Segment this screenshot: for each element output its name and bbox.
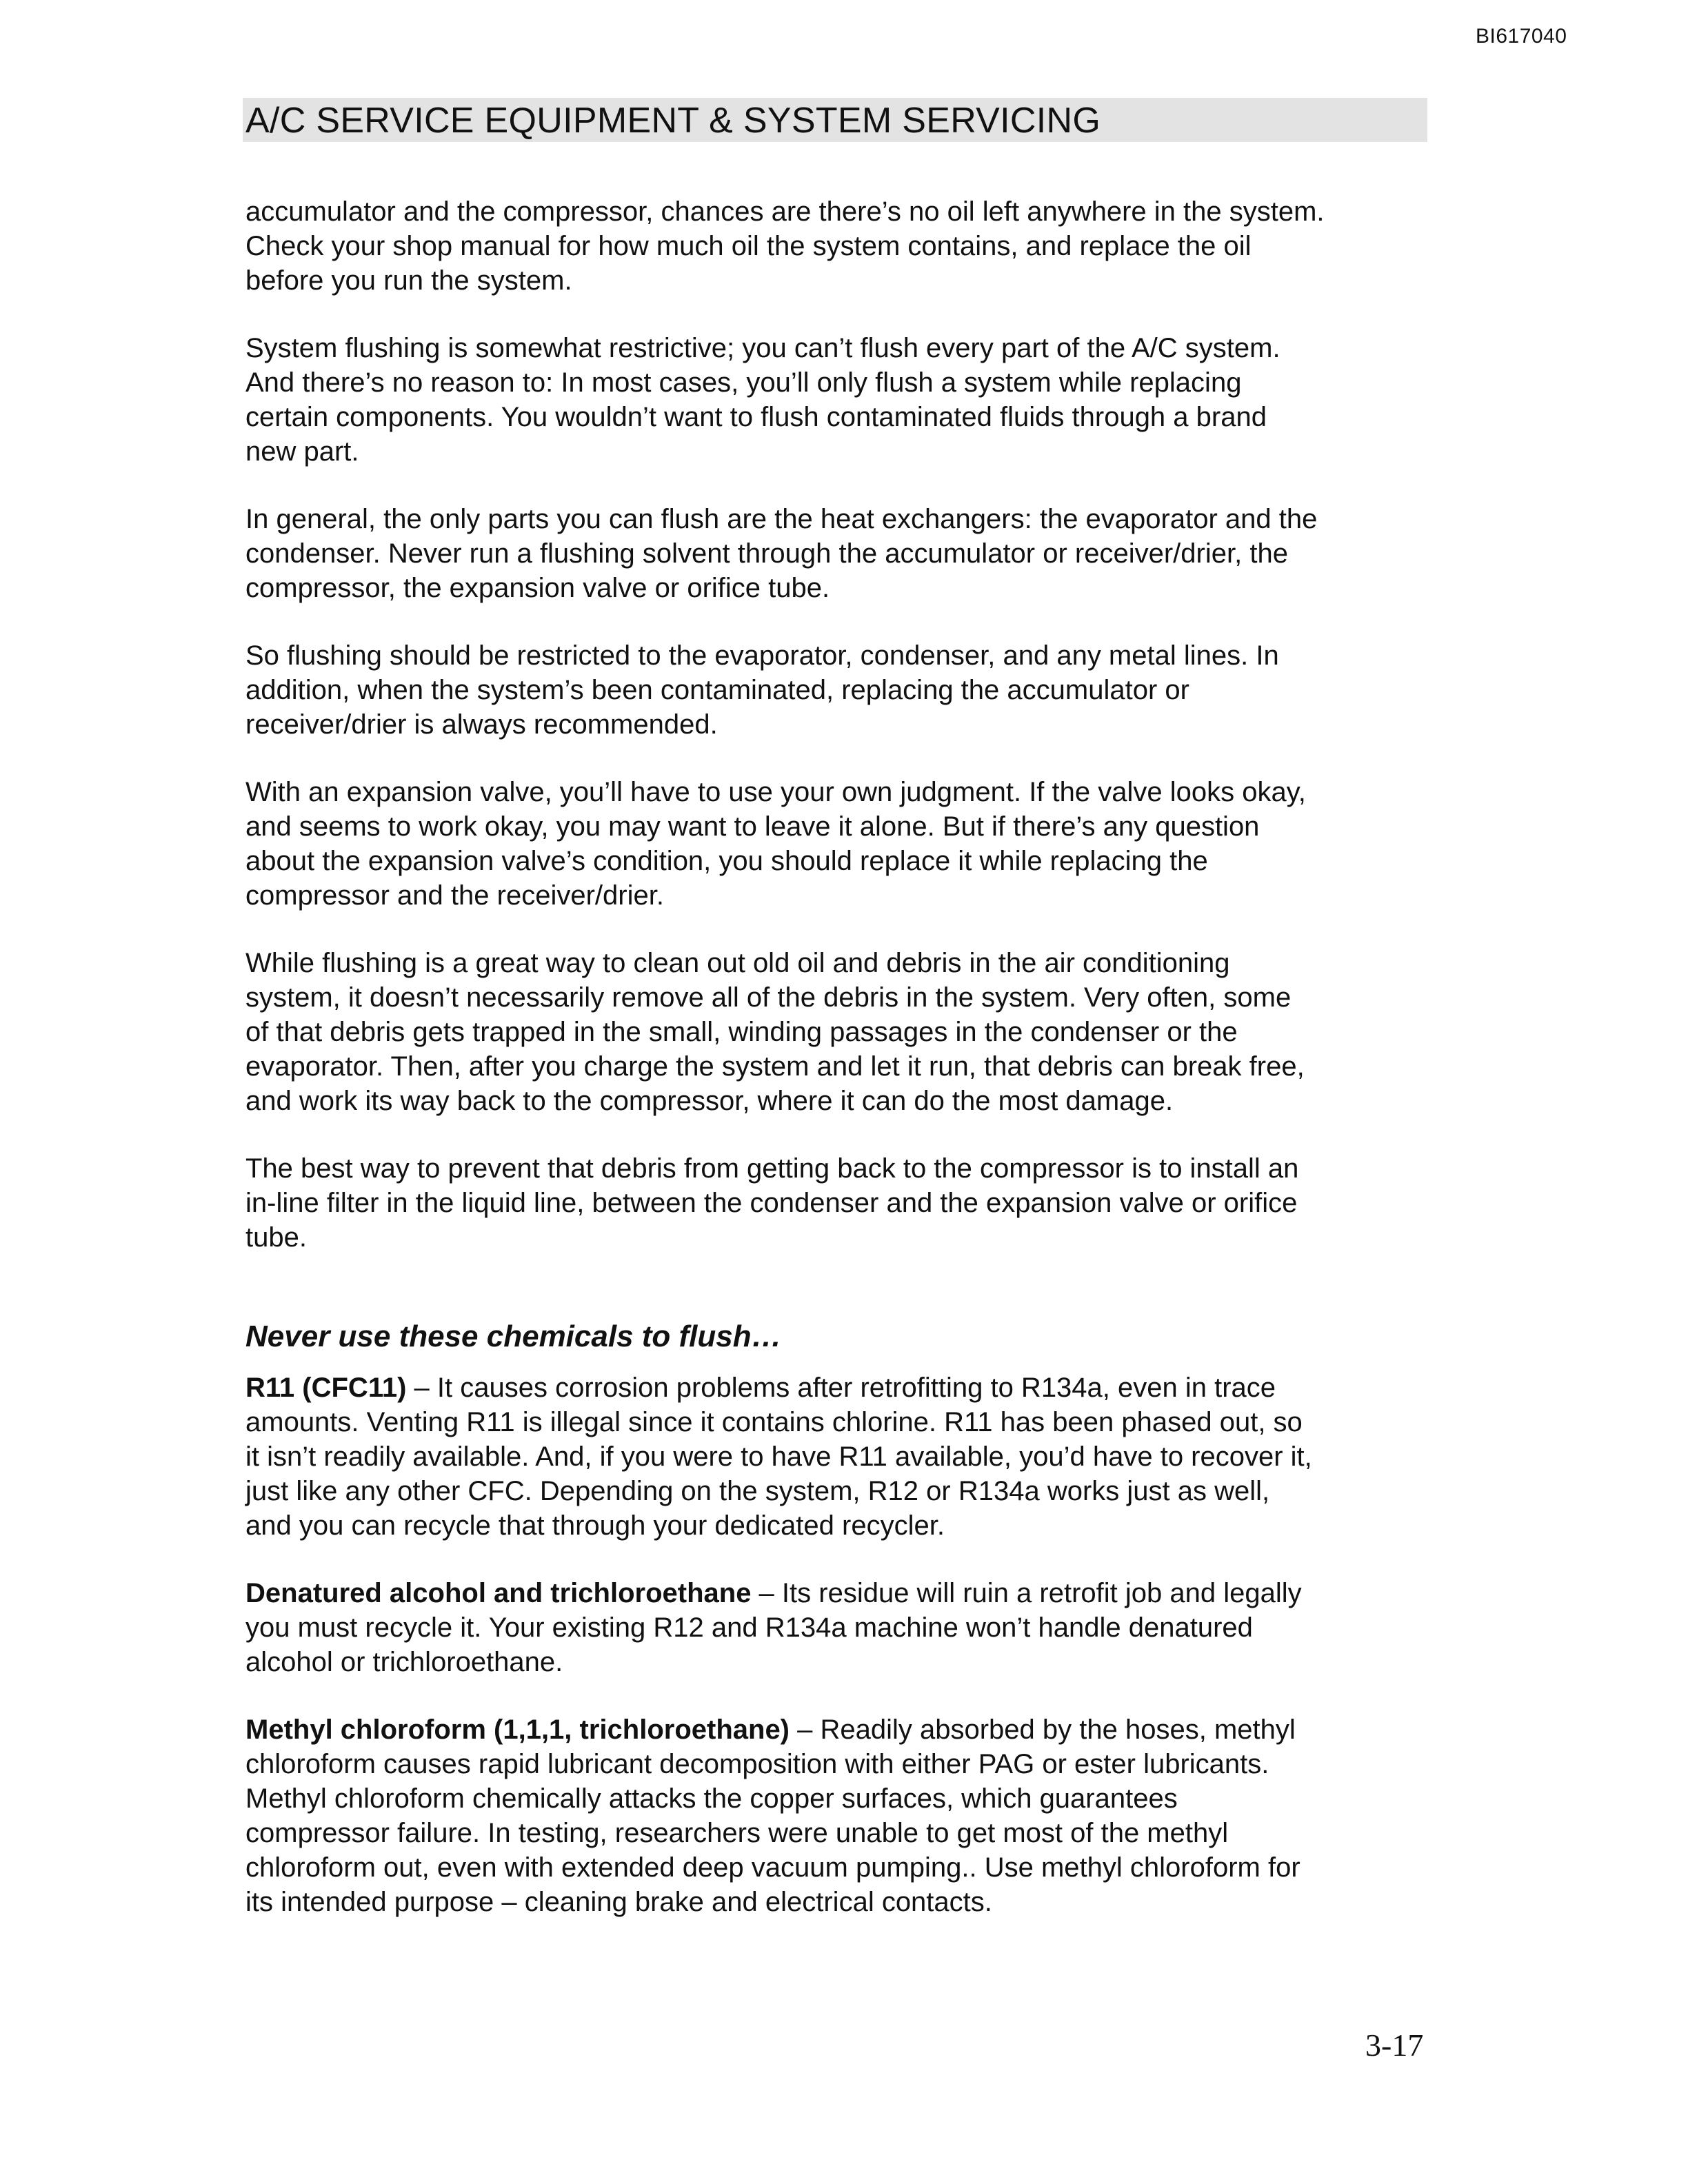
section-heading: Never use these chemicals to flush… — [245, 1320, 782, 1353]
text-line: addition, when the system’s been contaminated, replacing the accumulator or — [245, 675, 1189, 705]
text-line: alcohol or trichloroethane. — [245, 1647, 563, 1677]
text-line — [245, 1576, 1445, 1610]
section-header-bar — [243, 98, 1427, 142]
paragraph-oil-check — [245, 194, 1445, 298]
chemical-description: – Readily absorbed by the hoses, methyl — [790, 1715, 1296, 1745]
text-line: The best way to prevent that debris from getting back to the compressor is to install an — [245, 1153, 1299, 1184]
page-body — [245, 194, 1445, 1952]
text-line: certain components. You wouldn’t want to flush contaminated fluids through a brand — [245, 402, 1267, 432]
paragraph-heat-exchangers — [245, 502, 1445, 605]
text-line: about the expansion valve’s condition, you should replace it while replacing the — [245, 846, 1208, 876]
text-line: In general, the only parts you can flush are the heat exchangers: the evaporator and the — [245, 504, 1318, 534]
text-line: Methyl chloroform chemically attacks the copper surfaces, which guarantees — [245, 1783, 1178, 1814]
text-line: and seems to work okay, you may want to leave it alone. But if there’s any question — [245, 811, 1260, 842]
text-line: in-line filter in the liquid line, between the condenser and the expansion valve or orifice — [245, 1188, 1298, 1218]
text-line: amounts. Venting R11 is illegal since it contains chlorine. R11 has been phased out, so — [245, 1407, 1303, 1437]
text-line: evaporator. Then, after you charge the system and let it run, that debris can break free, — [245, 1051, 1305, 1082]
text-line: accumulator and the compressor, chances are there’s no oil left anywhere in the system. — [245, 196, 1325, 227]
text-line — [245, 1371, 1445, 1405]
text-line: And there’s no reason to: In most cases, you’ll only flush a system while replacing — [245, 367, 1242, 398]
text-line: While flushing is a great way to clean out old oil and debris in the air conditioning — [245, 948, 1230, 978]
text-line: just like any other CFC. Depending on the system, R12 or R134a works just as well, — [245, 1476, 1270, 1506]
chemical-description: – Its residue will ruin a retrofit job and legally — [751, 1578, 1302, 1608]
text-line: and you can recycle that through your dedicated recycler. — [245, 1510, 945, 1541]
text-line: System flushing is somewhat restrictive; you can’t flush every part of the A/C system. — [245, 333, 1280, 363]
text-line: you must recycle it. Your existing R12 and R134a machine won’t handle denatured — [245, 1612, 1253, 1643]
document-id: BI617040 — [1476, 25, 1567, 48]
page-title: A/C SERVICE EQUIPMENT & SYSTEM SERVICING — [245, 101, 1101, 141]
chemical-item-denatured-alcohol — [245, 1576, 1445, 1679]
text-line: of that debris gets trapped in the small, winding passages in the condenser or the — [245, 1017, 1238, 1047]
text-line: condenser. Never run a flushing solvent through the accumulator or receiver/drier, the — [245, 538, 1288, 569]
text-line: compressor failure. In testing, researchers were unable to get most of the methyl — [245, 1818, 1229, 1848]
paragraph-expansion-valve — [245, 775, 1445, 913]
text-line: new part. — [245, 436, 359, 467]
text-line: and work its way back to the compressor, where it can do the most damage. — [245, 1086, 1174, 1116]
text-line: receiver/drier is always recommended. — [245, 709, 718, 740]
text-line: With an expansion valve, you’ll have to use your own judgment. If the valve looks okay, — [245, 777, 1306, 807]
chemical-item-methyl-chloroform — [245, 1712, 1445, 1919]
paragraph-flushing-restricted — [245, 638, 1445, 742]
chemical-term: Denatured alcohol and trichloroethane — [245, 1578, 752, 1608]
text-line: system, it doesn’t necessarily remove all of the debris in the system. Very often, some — [245, 982, 1292, 1013]
text-line: compressor and the receiver/drier. — [245, 880, 664, 911]
text-line: So flushing should be restricted to the evaporator, condenser, and any metal lines. In — [245, 640, 1279, 671]
chemical-item-r11 — [245, 1371, 1445, 1543]
text-line: it isn’t readily available. And, if you were to have R11 available, you’d have to recover it, — [245, 1442, 1312, 1472]
text-line: compressor, the expansion valve or orifice tube. — [245, 573, 830, 603]
text-line: chloroform out, even with extended deep vacuum pumping.. Use methyl chloroform for — [245, 1852, 1300, 1883]
chemical-description: – It causes corrosion problems after retrofitting to R134a, even in trace — [406, 1373, 1276, 1403]
text-line: Check your shop manual for how much oil the system contains, and replace the oil — [245, 231, 1252, 261]
chemical-term: Methyl chloroform (1,1,1, trichloroethane) — [245, 1715, 790, 1745]
text-line: before you run the system. — [245, 265, 572, 296]
page-number: 3-17 — [1365, 2028, 1424, 2063]
text-line: its intended purpose – cleaning brake and electrical contacts. — [245, 1887, 992, 1917]
paragraph-flushing-restrictive — [245, 331, 1445, 469]
chemical-term: R11 (CFC11) — [245, 1373, 407, 1403]
text-line: chloroform causes rapid lubricant decomposition with either PAG or ester lubricants. — [245, 1749, 1269, 1779]
paragraph-debris — [245, 946, 1445, 1118]
paragraph-inline-filter — [245, 1151, 1445, 1255]
text-line — [245, 1712, 1445, 1747]
text-line: tube. — [245, 1222, 307, 1253]
